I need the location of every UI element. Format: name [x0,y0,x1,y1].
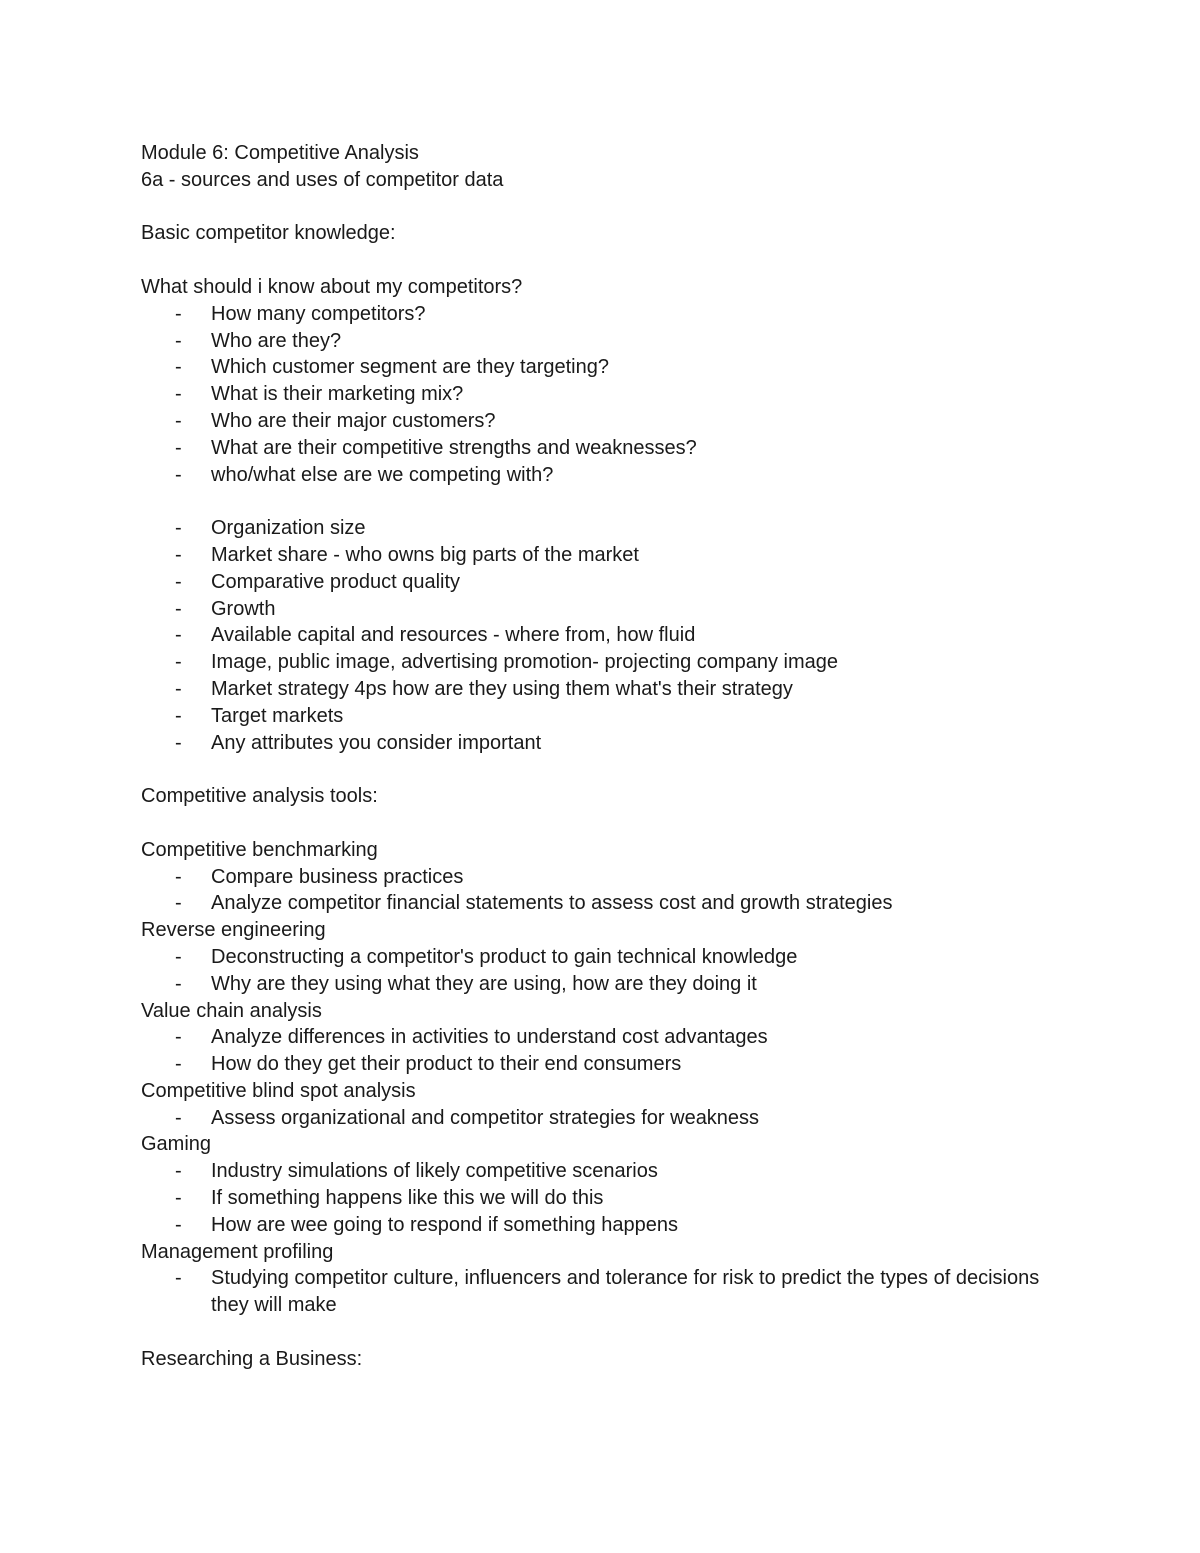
list-item-text: Market strategy 4ps how are they using them what's their strategy [211,677,793,700]
spacer [141,488,1061,515]
list-item [141,1051,1061,1078]
list-item-text: Who are they? [211,329,342,352]
list-item-text: Deconstructing a competitor's product to gain technical knowledge [211,945,798,968]
spacer [141,247,1061,274]
list-item-text: How many competitors? [211,302,426,325]
bullet-dash: - [175,1267,182,1290]
document-subtitle: 6a - sources and uses of competitor data [141,168,504,191]
spacer [141,756,1061,783]
list-item-text: Analyze differences in activities to understand cost advantages [211,1026,768,1049]
bullet-dash: - [175,356,182,379]
bullet-dash: - [175,543,182,566]
bullet-dash: - [175,463,182,486]
list-item-text: who/what else are we competing with? [211,463,554,486]
questions-list [141,301,1061,489]
list-item-text: Studying competitor culture, influencers and tolerance for risk to predict the types of decisions they will make [211,1267,1040,1317]
attributes-list [141,515,1061,756]
bullet-dash: - [175,436,182,459]
list-item [141,1185,1061,1212]
document-page [141,140,1061,1373]
spacer [141,194,1061,221]
tool-heading: Competitive benchmarking [141,838,378,861]
bullet-dash: - [175,570,182,593]
bullet-dash: - [175,1213,182,1236]
list-item-text: Which customer segment are they targeting? [211,356,609,379]
list-item-text: What are their competitive strengths and weaknesses? [211,436,697,459]
list-item-text: Industry simulations of likely competitive scenarios [211,1160,658,1183]
bullet-dash: - [175,624,182,647]
document-title: Module 6: Competitive Analysis [141,142,419,164]
list-item [141,596,1061,623]
bullet-dash: - [175,1106,182,1129]
list-item-text: Any attributes you consider important [211,731,542,754]
basic-knowledge-heading: Basic competitor knowledge: [141,222,396,245]
list-item [141,1024,1061,1051]
tools-list [141,837,1061,1319]
list-item [141,622,1061,649]
list-item [141,354,1061,381]
bullet-dash: - [175,329,182,352]
list-item-text: Image, public image, advertising promotion- projecting company image [211,651,838,674]
bullet-dash: - [175,865,182,888]
bullet-dash: - [175,731,182,754]
bullet-dash: - [175,409,182,432]
bullet-dash: - [175,945,182,968]
bullet-dash: - [175,704,182,727]
list-item-text: Why are they using what they are using, how are they doing it [211,972,757,995]
list-item [141,944,1061,971]
tools-heading: Competitive analysis tools: [141,785,378,808]
bullet-dash: - [175,1026,182,1049]
tool-heading: Value chain analysis [141,999,322,1022]
list-item [141,542,1061,569]
tool-heading: Gaming [141,1133,212,1156]
bullet-dash: - [175,677,182,700]
tool-heading: Reverse engineering [141,919,326,942]
list-item [141,569,1061,596]
list-item [141,703,1061,730]
research-heading: Researching a Business: [141,1347,363,1370]
list-item [141,462,1061,489]
bullet-dash: - [175,383,182,406]
list-item [141,381,1061,408]
list-item [141,676,1061,703]
list-item-text: Assess organizational and competitor strategies for weakness [211,1106,760,1129]
list-item [141,1105,1061,1132]
list-item-text: If something happens like this we will do this [211,1187,604,1210]
list-item-text: What is their marketing mix? [211,383,464,406]
list-item-text: How do they get their product to their end consumers [211,1053,682,1076]
list-item [141,1158,1061,1185]
list-item-text: Available capital and resources - where from, how fluid [211,624,696,647]
bullet-dash: - [175,1053,182,1076]
list-item [141,515,1061,542]
list-item [141,435,1061,462]
bullet-dash: - [175,651,182,674]
list-item [141,971,1061,998]
list-item-text: Compare business practices [211,865,464,888]
list-item-text: Market share - who owns big parts of the market [211,543,639,566]
tool-heading: Management profiling [141,1240,334,1263]
list-item [141,864,1061,891]
list-item [141,730,1061,757]
bullet-dash: - [175,517,182,540]
spacer [141,810,1061,837]
list-item [141,408,1061,435]
list-item-text: Growth [211,597,276,620]
list-item-text: Target markets [211,704,344,727]
list-item [141,1212,1061,1239]
list-item [141,301,1061,328]
bullet-dash: - [175,597,182,620]
spacer [141,1319,1061,1346]
question-heading: What should i know about my competitors? [141,275,523,298]
list-item [141,890,1061,917]
list-item-text: Organization size [211,517,366,540]
bullet-dash: - [175,1160,182,1183]
list-item [141,649,1061,676]
list-item [141,1265,1061,1319]
list-item-text: Who are their major customers? [211,409,496,432]
bullet-dash: - [175,302,182,325]
bullet-dash: - [175,1187,182,1210]
tool-heading: Competitive blind spot analysis [141,1079,416,1102]
list-item-text: Analyze competitor financial statements to assess cost and growth strategies [211,892,893,915]
list-item-text: Comparative product quality [211,570,461,593]
list-item-text: How are wee going to respond if something happens [211,1213,678,1236]
bullet-dash: - [175,972,182,995]
list-item [141,328,1061,355]
bullet-dash: - [175,892,182,915]
